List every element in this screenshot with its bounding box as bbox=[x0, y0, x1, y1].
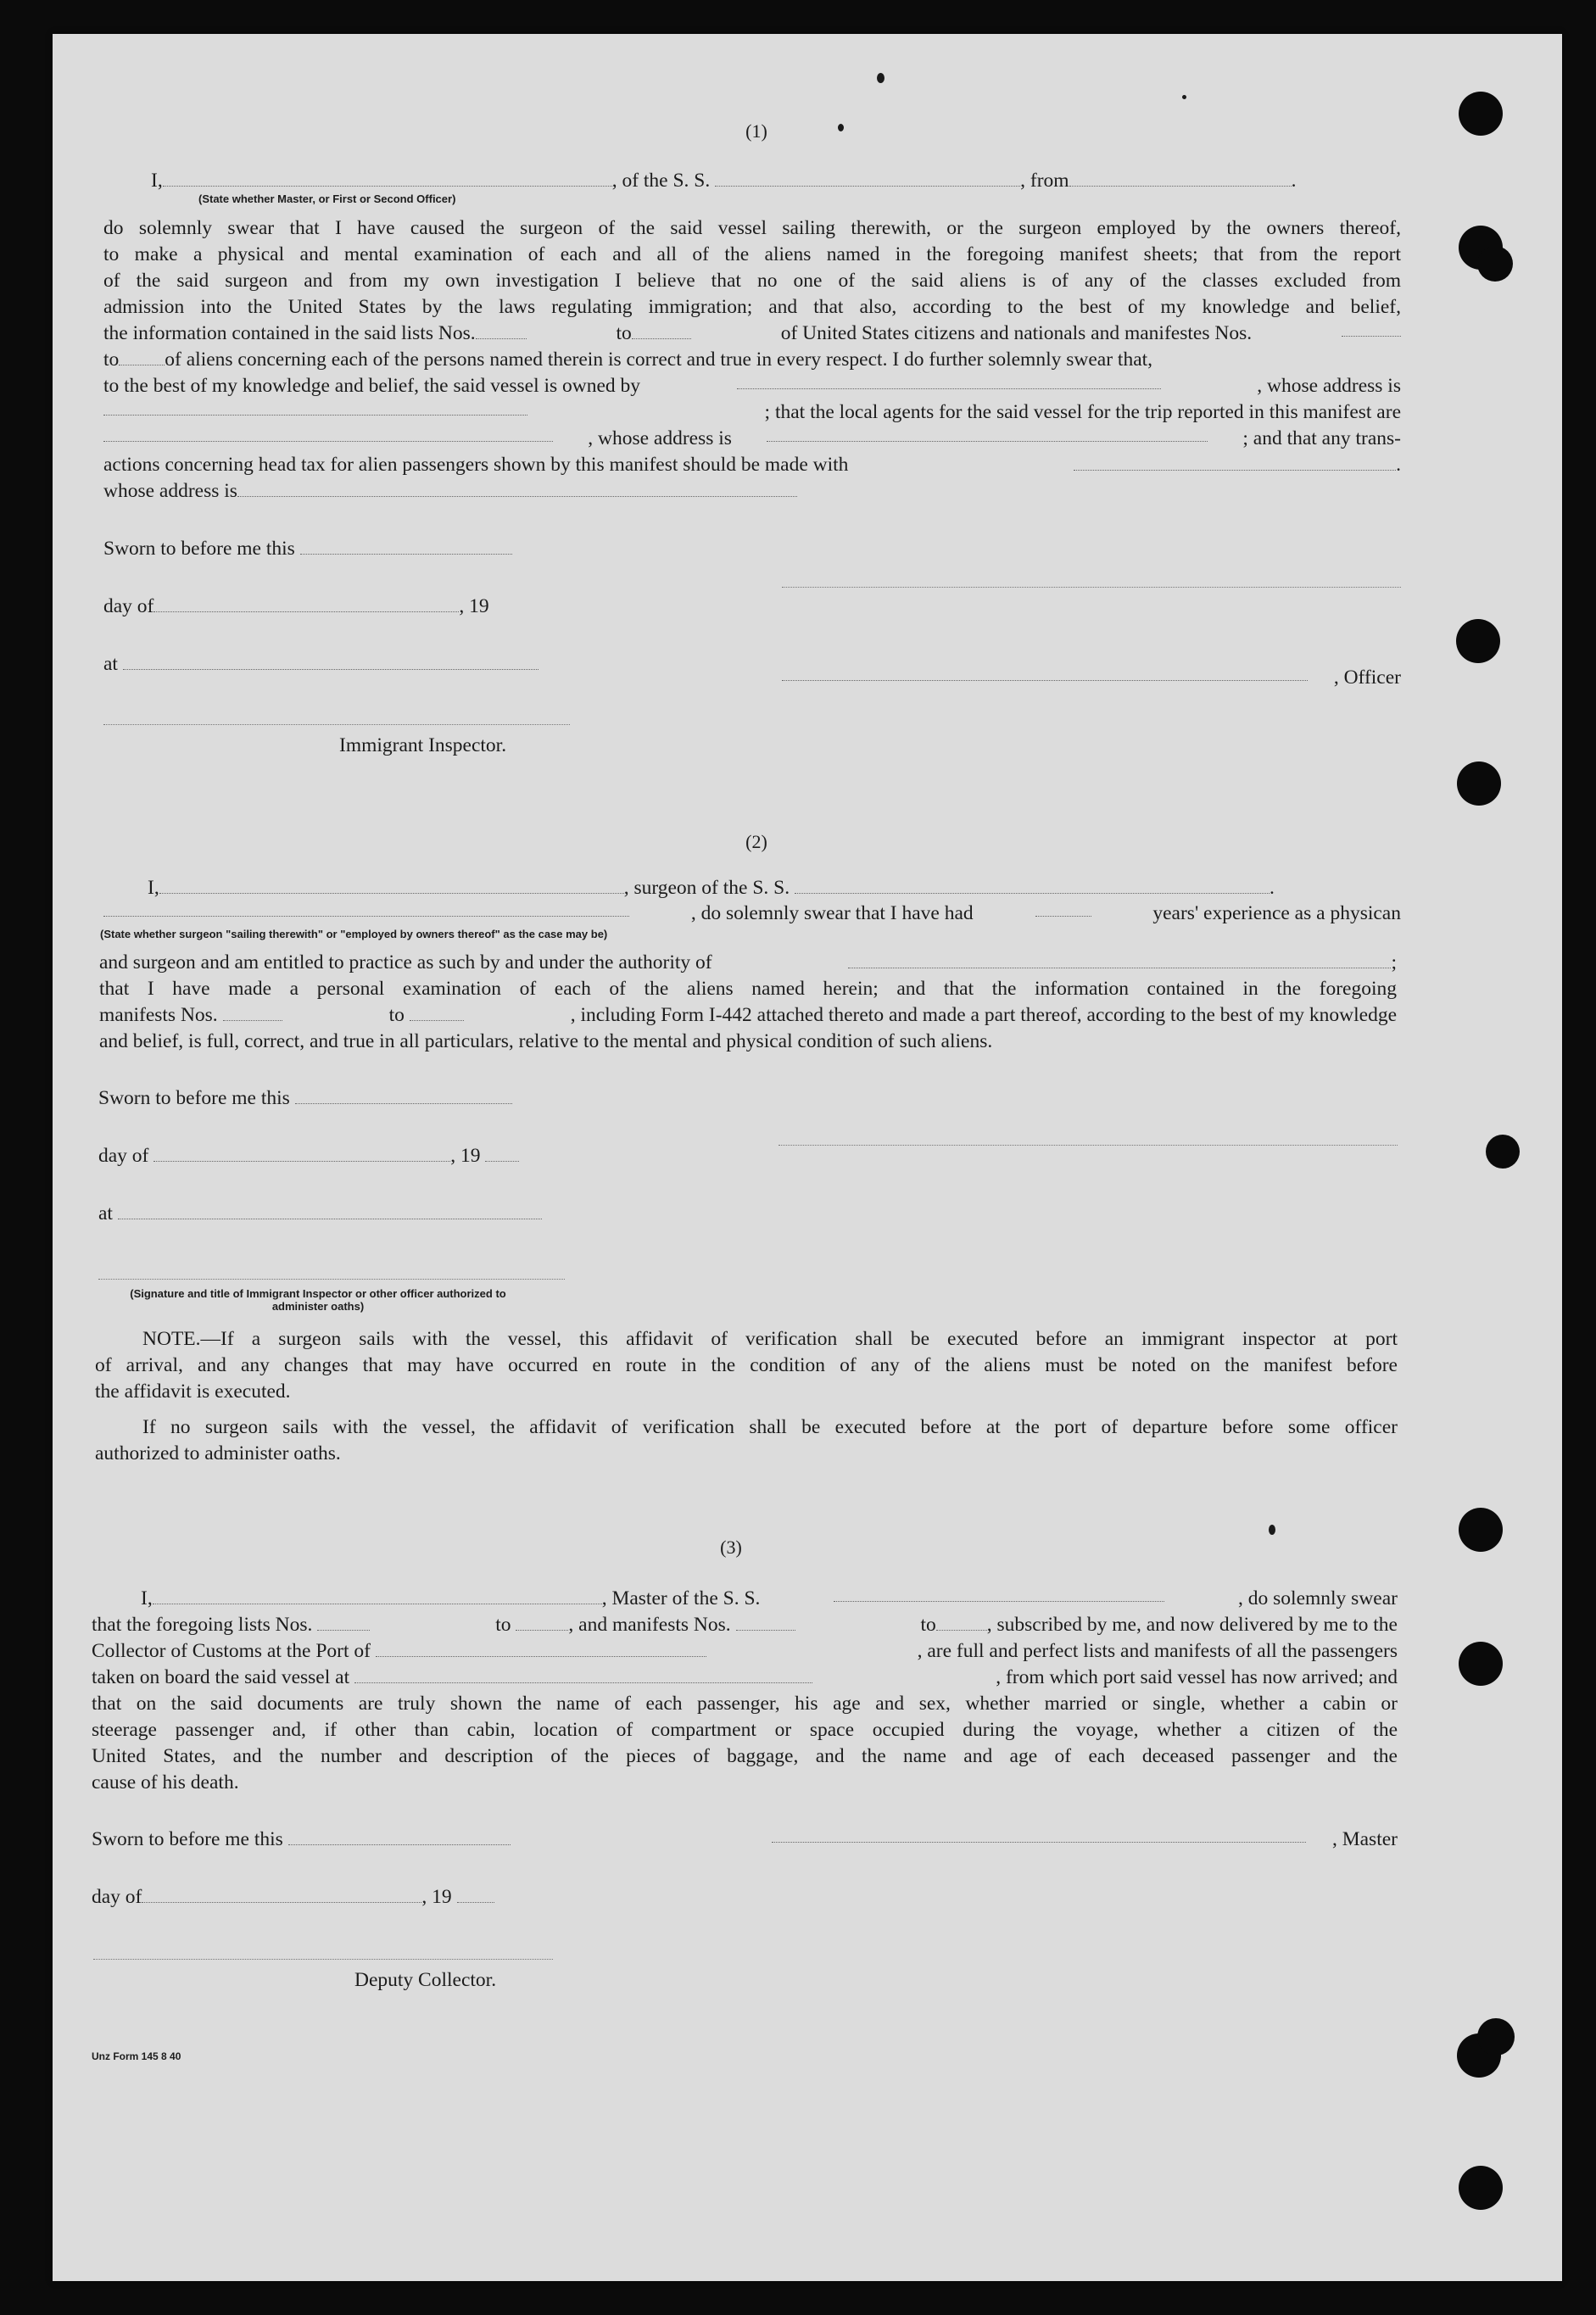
s3-text: Collector of Customs at the Port of bbox=[92, 1640, 371, 1662]
s1-body-line: do solemnly swear that I have caused the surgeon of the said vessel sailing therewith, or the surgeon employed by the owners thereof, bbox=[103, 217, 1401, 239]
s1-text: to the best of my knowledge and belief, the said vessel is owned by bbox=[103, 375, 641, 397]
s2-text: , do solemnly swear that I have had bbox=[690, 902, 974, 924]
embark-port-field[interactable] bbox=[354, 1669, 812, 1683]
ink-speck bbox=[1269, 1525, 1275, 1535]
s2-sworn-field[interactable] bbox=[295, 1090, 512, 1104]
s1-owner-line bbox=[103, 375, 1401, 398]
s1-whose-line bbox=[103, 480, 797, 503]
s3-text: taken on board the said vessel at bbox=[92, 1666, 350, 1688]
s1-text: of aliens concerning each of the persons named therein is correct and true in every respect. I do further solemnly swear that, bbox=[165, 349, 1153, 371]
authority-field[interactable] bbox=[848, 954, 1391, 968]
section-2-number: (2) bbox=[745, 831, 767, 852]
s1-from-label: , from bbox=[1020, 170, 1069, 192]
s2-year-field[interactable] bbox=[485, 1147, 519, 1162]
at-label: at bbox=[103, 653, 118, 675]
s1-text: whose address is bbox=[103, 480, 237, 502]
note-line: of arrival, and any changes that may have occurred en route in the condition of any of the aliens must be noted on the manifest before bbox=[95, 1354, 1398, 1376]
s2-at-line bbox=[98, 1202, 542, 1225]
s1-officer-signature-line[interactable] bbox=[782, 587, 1401, 588]
s3-collector-label: Deputy Collector. bbox=[354, 1969, 497, 1991]
s2-at-field[interactable] bbox=[118, 1205, 542, 1219]
ink-speck bbox=[1182, 95, 1186, 99]
s3-text: , are full and perfect lists and manifests of all the passengers bbox=[917, 1640, 1398, 1662]
s2-vessel-field[interactable] bbox=[795, 879, 1270, 894]
s3-sworn-line bbox=[92, 1828, 511, 1851]
s1-day-line bbox=[103, 595, 489, 618]
punch-hole bbox=[1477, 246, 1513, 282]
s1-body-line: to make a physical and mental examination of each and all of the aliens named in the foregoing manifest sheets; that from the report bbox=[103, 243, 1401, 265]
s2-authority-line: and surgeon and am entitled to practice as such by and under the authority of ; bbox=[99, 951, 1397, 973]
s1-text: to bbox=[616, 322, 632, 344]
year-label: , 19 bbox=[459, 595, 489, 617]
s2-signature-caption: (Signature and title of Immigrant Inspector or other officer authorized to administer oaths) bbox=[130, 1287, 506, 1313]
year-label: , 19 bbox=[450, 1145, 481, 1167]
manifest-from-field[interactable] bbox=[1342, 322, 1401, 337]
surgeon-name-field[interactable] bbox=[159, 879, 624, 894]
s2-body-line: and belief, is full, correct, and true in all particulars, relative to the mental and physical condition of such aliens. bbox=[99, 1030, 993, 1052]
lists-to-field[interactable] bbox=[632, 325, 691, 339]
s2-text: and surgeon and am entitled to practice as such by and under the authority of bbox=[99, 951, 712, 973]
master-label: , Master bbox=[1331, 1828, 1398, 1850]
s1-text: ; and that any trans- bbox=[1242, 427, 1401, 449]
s3-master-label: , Master of the S. S. bbox=[601, 1587, 761, 1609]
section-1-number: (1) bbox=[745, 120, 767, 142]
punch-hole bbox=[1456, 619, 1500, 663]
s3-vessel-field[interactable] bbox=[834, 1587, 1164, 1602]
s1-sworn-line bbox=[103, 538, 512, 561]
s3-manifests-to-field[interactable] bbox=[936, 1616, 987, 1631]
s3-day-line bbox=[92, 1886, 494, 1909]
vessel-name-field[interactable] bbox=[715, 172, 1020, 187]
s1-text: to bbox=[103, 349, 120, 371]
s3-collector-line bbox=[92, 1640, 1398, 1663]
s1-officer-title-field[interactable] bbox=[782, 667, 1308, 681]
note-line: authorized to administer oaths. bbox=[95, 1442, 341, 1464]
s1-agents-line bbox=[103, 401, 1401, 424]
s1-inspector-signature-line[interactable] bbox=[103, 724, 570, 725]
s1-at-line bbox=[103, 653, 539, 676]
s2-sworn-line bbox=[98, 1087, 512, 1110]
s2-text: years' experience as a physican bbox=[1152, 902, 1401, 924]
agents-address-field[interactable] bbox=[767, 427, 1208, 442]
agents-field[interactable] bbox=[103, 427, 553, 442]
s1-at-field[interactable] bbox=[123, 655, 539, 670]
s3-year-field[interactable] bbox=[457, 1888, 494, 1903]
s3-text: , from which port said vessel has now arrived; and bbox=[996, 1666, 1398, 1688]
surgeon-type-field[interactable] bbox=[103, 902, 629, 917]
headtax-address-field[interactable] bbox=[237, 483, 797, 497]
sworn-label: Sworn to before me this bbox=[98, 1087, 290, 1109]
lists-from-field[interactable] bbox=[476, 325, 527, 339]
years-field[interactable] bbox=[1035, 902, 1091, 917]
note-line: If no surgeon sails with the vessel, the affidavit of verification shall be executed before at the port of departure before some officer bbox=[142, 1416, 1398, 1438]
s2-surgeon-caption: (State whether surgeon "sailing therewith" or "employed by owners thereof" as the case may be) bbox=[100, 928, 608, 940]
master-signature-field[interactable] bbox=[772, 1828, 1306, 1843]
s1-text: actions concerning head tax for alien passengers shown by this manifest should be made with bbox=[103, 454, 849, 476]
s1-text: , whose address is bbox=[588, 427, 732, 449]
s2-i-label: I, bbox=[148, 877, 159, 899]
punch-hole bbox=[1457, 761, 1501, 806]
s1-i-label: I, bbox=[151, 170, 163, 192]
s1-lists-line bbox=[103, 322, 1401, 345]
port-field[interactable] bbox=[376, 1643, 706, 1657]
s1-rank-caption: (State whether Master, or First or Second Officer) bbox=[198, 192, 456, 205]
s3-i-label: I, bbox=[141, 1587, 153, 1609]
s3-day-field[interactable] bbox=[142, 1888, 421, 1903]
note-line: the affidavit is executed. bbox=[95, 1381, 291, 1403]
s3-text: , subscribed by me, and now delivered by me to the bbox=[986, 1614, 1398, 1636]
s1-of-ss-label: , of the S. S. bbox=[611, 170, 711, 192]
note-line: NOTE.—If a surgeon sails with the vessel, this affidavit of verification shall be executed before an immigrant inspector at port bbox=[142, 1328, 1398, 1350]
s3-lists-to-field[interactable] bbox=[516, 1616, 568, 1631]
s3-collector-signature-line[interactable] bbox=[93, 1959, 553, 1960]
day-of-label: day of bbox=[92, 1886, 142, 1908]
officer-label: , Officer bbox=[1333, 667, 1401, 689]
s2-manifests-line bbox=[99, 1004, 1397, 1027]
s1-sworn-field[interactable] bbox=[300, 540, 512, 555]
day-of-label: day of bbox=[103, 595, 154, 617]
s2-years-line bbox=[103, 902, 1401, 925]
s3-text: , and manifests Nos. bbox=[568, 1614, 731, 1636]
port-from-field[interactable] bbox=[1069, 172, 1292, 187]
s1-first-line: I, , of the S. S. , from . bbox=[151, 170, 1297, 192]
s3-lists-from-field[interactable] bbox=[317, 1616, 370, 1631]
s1-body-line: admission into the United States by the laws regulating immigration; and that also, according to the best of my knowledge and belief, bbox=[103, 296, 1401, 318]
day-of-label: day of bbox=[98, 1145, 149, 1167]
s3-text: to bbox=[495, 1614, 511, 1636]
s2-surgeon-signature-line[interactable] bbox=[778, 1145, 1398, 1146]
punch-hole bbox=[1486, 1135, 1520, 1169]
sworn-label: Sworn to before me this bbox=[103, 538, 295, 560]
s3-sworn-field[interactable] bbox=[288, 1831, 511, 1845]
sworn-label: Sworn to before me this bbox=[92, 1828, 283, 1850]
ink-speck bbox=[877, 73, 884, 83]
s2-inspector-signature-line[interactable] bbox=[98, 1279, 565, 1280]
s1-day-field[interactable] bbox=[153, 598, 459, 612]
s1-text: of United States citizens and nationals and manifestes Nos. bbox=[780, 322, 1253, 344]
headtax-party-field[interactable] bbox=[1074, 456, 1396, 471]
punch-hole bbox=[1477, 2018, 1515, 2056]
s2-day-field[interactable] bbox=[153, 1147, 450, 1162]
manifest-to-field[interactable] bbox=[119, 351, 165, 365]
s3-text: that the foregoing lists Nos. bbox=[92, 1614, 313, 1636]
at-label: at bbox=[98, 1202, 113, 1224]
s3-master-signature-line bbox=[772, 1828, 1398, 1851]
owner-address-field[interactable] bbox=[103, 401, 527, 416]
s1-agent-address-line bbox=[103, 427, 1401, 450]
punch-hole bbox=[1459, 1642, 1503, 1686]
s3-lists-line bbox=[92, 1614, 1398, 1637]
s3-body-line: cause of his death. bbox=[92, 1771, 239, 1793]
s2-body-line: that I have made a personal examination of each of the aliens named herein; and that the information contained in the foregoing bbox=[99, 978, 1397, 1000]
s1-text: ; that the local agents for the said vessel for the trip reported in this manifest are bbox=[764, 401, 1401, 423]
section-3-number: (3) bbox=[720, 1537, 742, 1558]
owner-field[interactable] bbox=[737, 375, 1161, 389]
punch-hole bbox=[1459, 2166, 1503, 2210]
s3-manifests-from-field[interactable] bbox=[736, 1616, 795, 1631]
s2-manifest-from-field[interactable] bbox=[223, 1007, 282, 1021]
s2-day-line bbox=[98, 1145, 519, 1168]
s3-text: to bbox=[920, 1614, 936, 1636]
s2-text: manifests Nos. bbox=[99, 1004, 218, 1026]
s2-first-line: I, , surgeon of the S. S. . bbox=[148, 877, 1275, 899]
s3-first-line bbox=[141, 1587, 1398, 1610]
s1-headtax-line: actions concerning head tax for alien passengers shown by this manifest should be made with . bbox=[103, 454, 1401, 476]
s2-surgeon-label: , surgeon of the S. S. bbox=[623, 877, 790, 899]
s3-text: , do solemnly swear bbox=[1238, 1587, 1398, 1609]
form-number: Unz Form 145 8 40 bbox=[92, 2050, 181, 2062]
master-name-field[interactable] bbox=[153, 1590, 602, 1604]
officer-rank-field[interactable] bbox=[163, 172, 612, 187]
punch-hole bbox=[1459, 92, 1503, 136]
s1-body-line: of the said surgeon and from my own investigation I believe that no one of the said aliens is of any of the classes excluded from bbox=[103, 270, 1401, 292]
punch-hole bbox=[1459, 1508, 1503, 1552]
s2-text: , including Form I-442 attached thereto and made a part thereof, according to the best of my knowledge bbox=[570, 1004, 1397, 1026]
s1-text: the information contained in the said lists Nos. bbox=[103, 322, 476, 344]
form-page bbox=[53, 34, 1562, 2281]
s1-officer-line bbox=[782, 667, 1401, 689]
s1-inspector-label: Immigrant Inspector. bbox=[339, 734, 507, 756]
s2-manifest-to-field[interactable] bbox=[410, 1007, 464, 1021]
s3-body-line: steerage passenger and, if other than cabin, location of compartment or space occupied during the voyage, whether a citizen of the bbox=[92, 1719, 1398, 1741]
year-label: , 19 bbox=[421, 1886, 452, 1908]
s2-text: to bbox=[388, 1004, 405, 1026]
s3-body-line: that on the said documents are truly shown the name of each passenger, his age and sex, whether married or single, whether a cabin or bbox=[92, 1693, 1398, 1715]
s1-text: , whose address is bbox=[1257, 375, 1401, 397]
s3-body-line: United States, and the number and description of the pieces of baggage, and the name and age of each deceased passenger and the bbox=[92, 1745, 1398, 1767]
s1-aliens-line bbox=[103, 349, 1152, 371]
s3-taken-line bbox=[92, 1666, 1398, 1689]
